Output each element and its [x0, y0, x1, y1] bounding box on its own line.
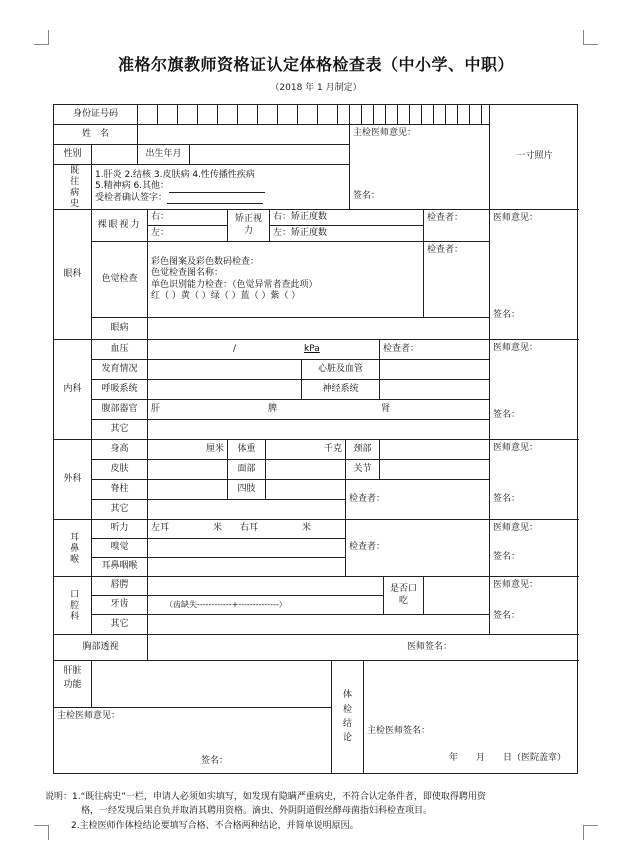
id-digit-box[interactable]: [138, 105, 158, 125]
id-number-label: 身份证号码: [54, 105, 138, 125]
bottom-chief-opinion[interactable]: 主检医师意见： 签名：: [54, 707, 332, 773]
id-digit-box[interactable]: [386, 105, 398, 125]
note-1-cont: 格，一经发现后果自负并取消其聘用资格。滴虫、外阴阴道假丝酵母菌指妇科检查项目。: [81, 806, 433, 817]
page-corner-mark: [34, 30, 49, 45]
form-title: 准格尔旗教师资格证认定体格检查表（中小学、中职）: [117, 55, 514, 74]
skin-label: 皮肤: [92, 460, 148, 480]
weight-label: 体重: [228, 440, 266, 460]
name-field[interactable]: [138, 125, 350, 145]
face-field[interactable]: [266, 460, 346, 480]
weight-field[interactable]: 千克: [266, 440, 346, 460]
stutter-field[interactable]: [424, 577, 490, 615]
id-digit-box[interactable]: [350, 105, 362, 125]
id-digit-box[interactable]: [362, 105, 374, 125]
oral-doctor-opinion[interactable]: 医师意见： 签名：: [490, 577, 579, 635]
internal-other-field[interactable]: [148, 420, 490, 440]
id-digit-box[interactable]: [238, 105, 258, 125]
color-vision-label: 色觉检查: [92, 242, 148, 318]
photo-box: 一寸照片: [490, 105, 579, 210]
id-digit-box[interactable]: [298, 105, 318, 125]
id-digit-box[interactable]: [458, 105, 470, 125]
eye-disease-label: 眼病: [92, 318, 148, 340]
form-notes: [45, 790, 590, 833]
conclusion-field[interactable]: 主检医师签名： 年 月 日（医院盖章）: [367, 725, 567, 763]
nervous-field[interactable]: [380, 380, 490, 400]
exam-form-table: [53, 104, 578, 774]
oral-other-field[interactable]: [148, 615, 490, 635]
id-digit-box[interactable]: [318, 105, 338, 125]
color-test-line: 单色识别能力检查：（色觉异常者查此项）: [151, 279, 318, 290]
id-digit-box[interactable]: [398, 105, 410, 125]
oral-section-label: 口腔科: [54, 577, 92, 635]
gender-label: 性别: [54, 145, 92, 165]
sign-label: 签名：: [353, 191, 381, 202]
blood-pressure-field[interactable]: / kPa: [148, 340, 380, 360]
page-corner-mark: [583, 30, 598, 45]
id-digit-box[interactable]: [218, 105, 238, 125]
note-1: 1.“既往病史”一栏，申请人必须如实填写，如发现有隐瞒严重病史，不符合认定条件者，即使取得聘用资: [72, 792, 486, 802]
eye-section-label: 眼科: [54, 210, 92, 340]
ent-organs-label: 耳鼻咽喉: [92, 558, 148, 577]
birth-label: 出生年月: [138, 145, 190, 165]
notes-prefix: 说明：: [45, 792, 73, 802]
gender-field[interactable]: [92, 145, 138, 165]
height-label: 身高: [92, 440, 148, 460]
chest-xray-field[interactable]: 医师签名：: [148, 635, 579, 661]
corrected-left-field[interactable]: 左：矫正度数: [270, 226, 424, 242]
chest-xray-label: 胸部透视: [54, 635, 148, 661]
limbs-label: 四肢: [228, 480, 266, 500]
examinee-sign-label: 受检者确认签字：: [95, 192, 168, 203]
smell-field[interactable]: [148, 539, 346, 558]
teeth-field[interactable]: （齿缺失------------+--------------）: [148, 596, 384, 615]
internal-examiner-box[interactable]: 检查者：: [380, 340, 490, 360]
id-digit-box[interactable]: [258, 105, 278, 125]
id-digit-box[interactable]: [158, 105, 178, 125]
id-digit-box[interactable]: [178, 105, 198, 125]
id-digit-box[interactable]: [374, 105, 386, 125]
naked-vision-label: 裸眼视力: [92, 210, 148, 242]
history-options[interactable]: [92, 165, 350, 210]
naked-right-field[interactable]: 右：: [148, 210, 228, 226]
name-label: 姓 名: [54, 125, 138, 145]
heart-field[interactable]: [380, 360, 490, 380]
development-field[interactable]: [148, 360, 302, 380]
id-digit-box[interactable]: [278, 105, 298, 125]
surgery-other-label: 其它: [92, 500, 148, 520]
surgery-other-field[interactable]: [148, 500, 346, 520]
chief-opinion-label: 主检医师意见：: [353, 128, 417, 138]
nervous-label: 神经系统: [302, 380, 380, 400]
color-test-line: 红（ ）黄（ ）绿（ ）蓝（ ）紫（ ）: [151, 290, 301, 301]
naked-left-field[interactable]: 左：: [148, 226, 228, 242]
development-label: 发育情况: [92, 360, 148, 380]
color-test-line: 色觉检查图名称：: [151, 268, 224, 279]
hearing-label: 听力: [92, 520, 148, 539]
eye-doctor-opinion[interactable]: 医师意见： 签名：: [490, 210, 579, 340]
id-digit-box[interactable]: [434, 105, 446, 125]
history-items-line-1: 1.肝炎 2.结核 3.皮肤病 4.性传播性疾病: [95, 170, 255, 181]
history-label: 既往病史: [54, 165, 92, 210]
abdomen-field[interactable]: 肝 脾 肾: [148, 400, 490, 420]
internal-other-label: 其它: [92, 420, 148, 440]
corrected-right-field[interactable]: 右：矫正度数: [270, 210, 424, 226]
color-test-line: 彩色图案及彩色数码检查：: [151, 257, 260, 267]
ent-doctor-opinion[interactable]: 医师意见： 签名：: [490, 520, 579, 577]
spine-field[interactable]: [148, 480, 228, 500]
respiratory-label: 呼吸系统: [92, 380, 148, 400]
history-items-line-2: 5.精神病 6.其他：: [95, 181, 170, 192]
smell-label: 嗅觉: [92, 539, 148, 558]
id-digit-box[interactable]: [446, 105, 458, 125]
id-digit-box[interactable]: [422, 105, 434, 125]
ent-examiner-box[interactable]: 检查者：: [346, 520, 490, 577]
id-digit-box[interactable]: [198, 105, 218, 125]
neck-field[interactable]: [380, 440, 490, 460]
abdomen-label: 腹部器官: [92, 400, 148, 420]
heart-label: 心脏及血管: [302, 360, 380, 380]
eye-disease-field[interactable]: [148, 318, 490, 340]
id-digit-box[interactable]: [338, 105, 350, 125]
corrected-vision-label: 矫正视力: [228, 210, 270, 242]
form-subtitle: （2018 年 1 月制定）: [270, 83, 362, 93]
eye-examiner-box[interactable]: 检查者：: [424, 210, 490, 242]
liver-function-label: 肝脏功能: [54, 661, 92, 707]
skin-field[interactable]: [148, 460, 228, 480]
internal-doctor-opinion[interactable]: 医师意见： 签名：: [490, 340, 579, 440]
spine-label: 脊柱: [92, 480, 148, 500]
surgery-examiner-box[interactable]: 检查者：: [346, 480, 490, 520]
respiratory-field[interactable]: [148, 380, 302, 400]
color-examiner-box[interactable]: 检查者：: [424, 242, 490, 318]
id-digit-box[interactable]: [410, 105, 422, 125]
surgery-section-label: 外科: [54, 440, 92, 520]
limbs-field[interactable]: [266, 480, 346, 500]
color-vision-tests[interactable]: [148, 242, 424, 318]
oral-other-label: 其它: [92, 615, 148, 635]
birth-field[interactable]: [190, 145, 350, 165]
lips-label: 唇腭: [92, 577, 148, 596]
neck-label: 颈部: [346, 440, 380, 460]
id-digit-box[interactable]: [482, 105, 490, 125]
joints-label: 关节: [346, 460, 380, 480]
lips-field[interactable]: [148, 577, 384, 596]
joints-field[interactable]: [380, 460, 490, 480]
note-2: 2.主检医师作体检结论要填写合格、不合格两种结论，并简单说明原因。: [71, 820, 359, 831]
surgery-doctor-opinion[interactable]: 医师意见： 签名：: [490, 440, 579, 520]
liver-function-field[interactable]: [92, 661, 332, 707]
conclusion-label: 体检结论: [332, 661, 364, 773]
ent-section-label: 耳鼻喉: [54, 520, 92, 577]
teeth-label: 牙齿: [92, 596, 148, 615]
internal-section-label: 内科: [54, 340, 92, 440]
hearing-field[interactable]: 左耳 米 右耳 米: [148, 520, 346, 539]
blood-pressure-label: 血压: [92, 340, 148, 360]
ent-organs-field[interactable]: [148, 558, 346, 577]
id-digit-box[interactable]: [470, 105, 482, 125]
face-label: 面部: [228, 460, 266, 480]
stutter-label: 是否口吃: [384, 577, 424, 615]
height-field[interactable]: 厘米: [148, 440, 228, 460]
chief-sign-box[interactable]: [350, 185, 490, 210]
